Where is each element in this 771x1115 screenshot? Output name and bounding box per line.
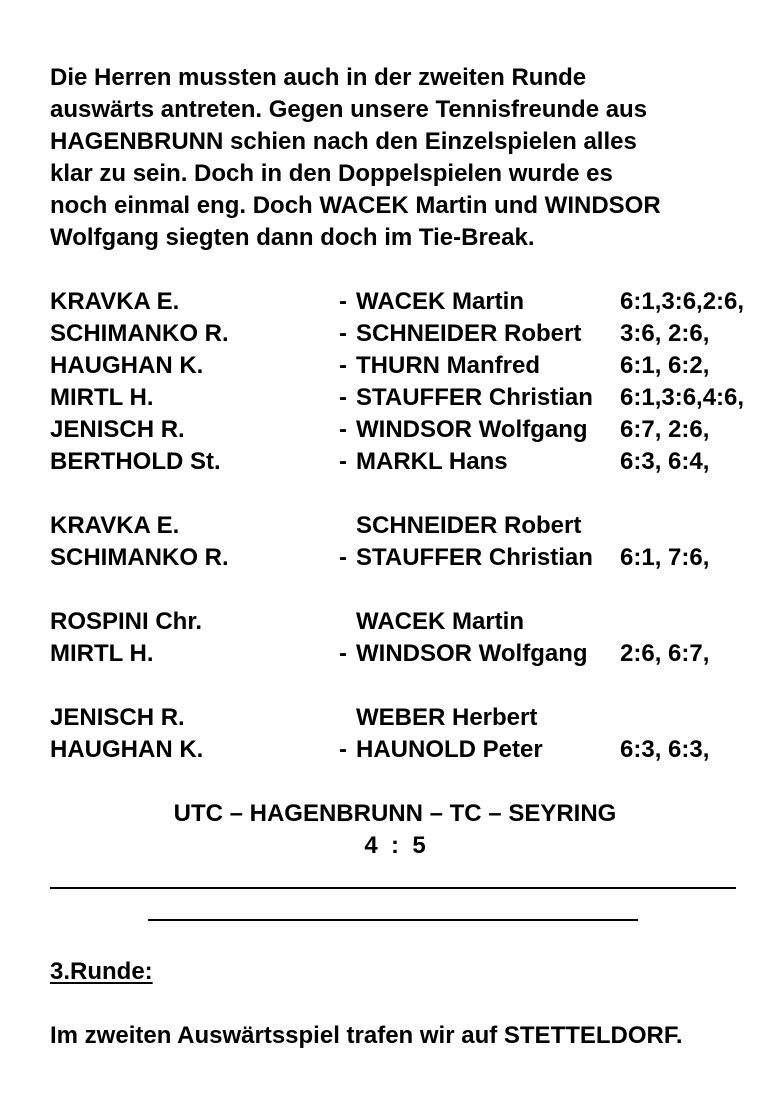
versus-dash: -	[339, 736, 347, 763]
match-score: 6:3, 6:3,	[620, 736, 710, 763]
intro-line: Wolfgang siegten dann doch im Tie-Break.	[50, 224, 535, 251]
home-player: SCHIMANKO R.	[50, 320, 229, 347]
home-player: BERTHOLD St.	[50, 448, 221, 475]
home-player: MIRTL H.	[50, 384, 154, 411]
doubles-row-first	[0, 510, 771, 542]
guest-player: WINDSOR Wolfgang	[356, 416, 588, 443]
home-player: SCHIMANKO R.	[50, 544, 229, 571]
doubles-row-second	[0, 542, 771, 574]
versus-dash: -	[339, 640, 347, 667]
home-player: JENISCH R.	[50, 704, 185, 731]
singles-row	[0, 318, 771, 350]
singles-row	[0, 286, 771, 318]
guest-player: WACEK Martin	[356, 288, 524, 315]
singles-row	[0, 414, 771, 446]
guest-player: WINDSOR Wolfgang	[356, 640, 588, 667]
home-player: MIRTL H.	[50, 640, 154, 667]
doubles-row-first	[0, 606, 771, 638]
home-player: ROSPINI Chr.	[50, 608, 203, 635]
guest-player: THURN Manfred	[356, 352, 540, 379]
versus-dash: -	[339, 352, 347, 379]
doubles-row-second	[0, 734, 771, 766]
guest-player: WACEK Martin	[356, 608, 524, 635]
intro-line: klar zu sein. Doch in den Doppelspielen wurde es	[50, 160, 613, 187]
versus-dash: -	[339, 384, 347, 411]
versus-dash: -	[339, 288, 347, 315]
match-score: 6:1, 6:2,	[620, 352, 710, 379]
guest-player: STAUFFER Christian	[356, 384, 593, 411]
section-heading: 3.Runde:	[50, 958, 153, 985]
versus-dash: -	[339, 544, 347, 571]
singles-row	[0, 382, 771, 414]
home-player: HAUGHAN K.	[50, 352, 204, 379]
intro-line: Die Herren mussten auch in der zweiten Runde	[50, 64, 587, 91]
match-score: 3:6, 2:6,	[620, 320, 710, 347]
versus-dash: -	[339, 320, 347, 347]
versus-dash: -	[339, 448, 347, 475]
result-title: UTC – HAGENBRUNN – TC – SEYRING	[173, 800, 617, 827]
match-score: 2:6, 6:7,	[620, 640, 710, 667]
result-score: 4 : 5	[364, 832, 426, 859]
guest-player: WEBER Herbert	[356, 704, 538, 731]
intro-line: noch einmal eng. Doch WACEK Martin und WINDSOR	[50, 192, 661, 219]
home-player: HAUGHAN K.	[50, 736, 204, 763]
guest-player: STAUFFER Christian	[356, 544, 593, 571]
versus-dash: -	[339, 416, 347, 443]
intro-line: HAGENBRUNN schien nach den Einzelspielen alles	[50, 128, 637, 155]
doubles-row-second	[0, 638, 771, 670]
home-player: KRAVKA E.	[50, 512, 180, 539]
match-score: 6:1, 7:6,	[620, 544, 710, 571]
guest-player: HAUNOLD Peter	[356, 736, 543, 763]
guest-player: SCHNEIDER Robert	[356, 512, 582, 539]
divider-line	[50, 887, 736, 889]
doubles-row-first	[0, 702, 771, 734]
match-score: 6:3, 6:4,	[620, 448, 710, 475]
match-score: 6:1,3:6,4:6,	[620, 384, 745, 411]
singles-row	[0, 446, 771, 478]
match-score: 6:1,3:6,2:6,	[620, 288, 745, 315]
intro-line: auswärts antreten. Gegen unsere Tennisfreunde aus	[50, 96, 648, 123]
home-player: KRAVKA E.	[50, 288, 180, 315]
match-score: 6:7, 2:6,	[620, 416, 710, 443]
section-text: Im zweiten Auswärtsspiel trafen wir auf STETTELDORF.	[50, 1022, 683, 1049]
guest-player: MARKL Hans	[356, 448, 508, 475]
guest-player: SCHNEIDER Robert	[356, 320, 582, 347]
home-player: JENISCH R.	[50, 416, 185, 443]
singles-row	[0, 350, 771, 382]
divider-line-short	[148, 919, 638, 921]
intro-paragraph	[50, 62, 661, 254]
